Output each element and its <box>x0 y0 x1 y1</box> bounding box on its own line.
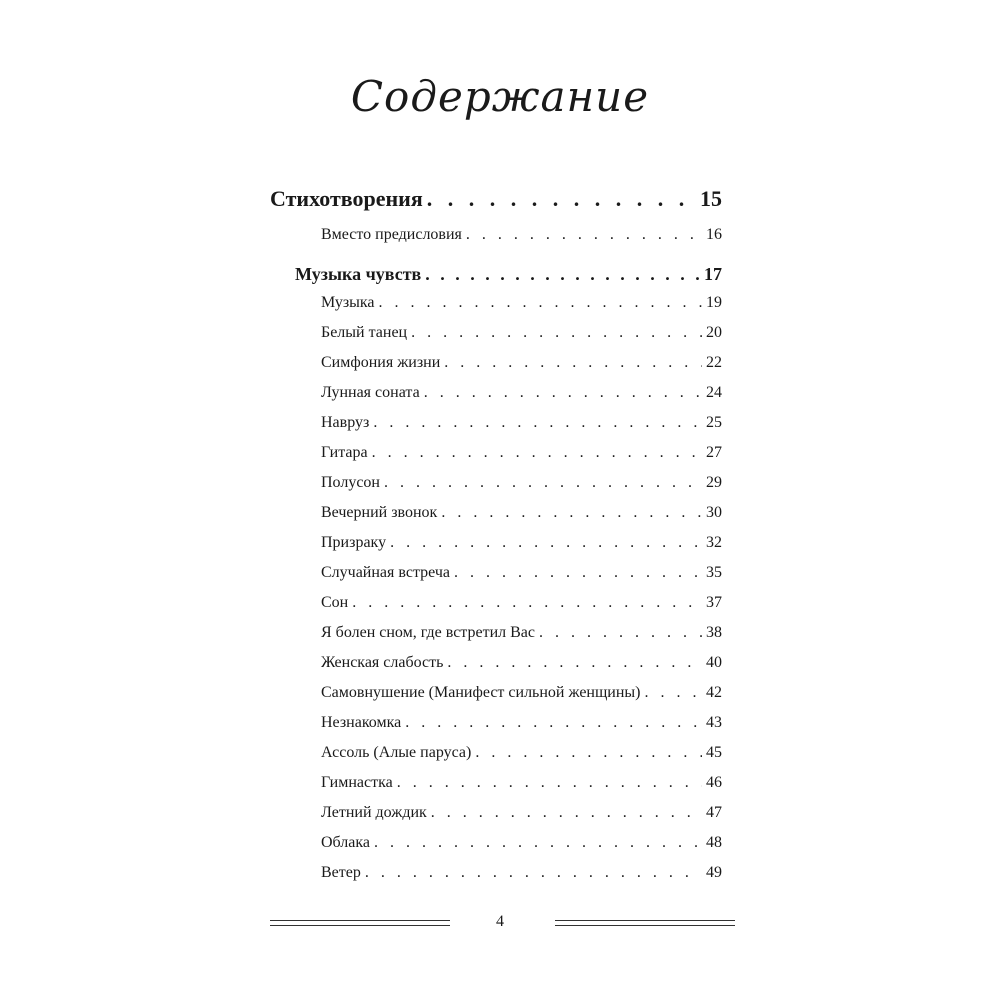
toc-entry[interactable] <box>321 684 722 702</box>
toc-entry-label: Симфония жизни <box>321 354 441 371</box>
dot-leader <box>384 474 702 492</box>
toc-page-number: 40 <box>706 654 722 671</box>
dot-leader <box>373 414 702 432</box>
dot-leader <box>405 714 702 732</box>
toc-entry[interactable] <box>321 534 722 552</box>
toc-page-number: 38 <box>706 624 722 641</box>
dot-leader <box>352 594 702 612</box>
toc-entry-label: Облака <box>321 834 371 851</box>
dot-leader <box>645 684 702 702</box>
toc-page-number: 42 <box>706 684 722 701</box>
toc-page-number: 37 <box>706 594 722 611</box>
toc-page-number: 46 <box>706 774 722 791</box>
toc-entry-label: Лунная соната <box>321 384 420 401</box>
dot-leader <box>374 834 702 852</box>
toc-entry[interactable] <box>321 444 722 462</box>
toc-page-number: 32 <box>706 534 722 551</box>
toc-entry[interactable] <box>321 384 722 402</box>
toc-entry[interactable] <box>321 504 722 522</box>
dot-leader <box>539 624 702 642</box>
toc-section-music-of-feelings[interactable] <box>295 264 722 285</box>
toc-entry[interactable] <box>321 744 722 762</box>
toc-page-number: 45 <box>706 744 722 761</box>
toc-page-number: 47 <box>706 804 722 821</box>
toc-entry-label: Самовнушение (Манифест сильной женщины) <box>321 684 641 701</box>
toc-page-number: 25 <box>706 414 722 431</box>
toc-entry-label: Гимнастка <box>321 774 393 791</box>
toc-entry-label: Случайная встреча <box>321 564 450 581</box>
toc-entry[interactable] <box>321 774 722 792</box>
toc-section-label: Стихотворения <box>270 186 423 211</box>
dot-leader <box>425 264 700 285</box>
toc-entry[interactable] <box>321 324 722 342</box>
toc-entry-label: Навруз <box>321 414 370 431</box>
toc-entry[interactable] <box>321 474 722 492</box>
toc-entry-label: Гитара <box>321 444 368 461</box>
toc-entry-label: Призраку <box>321 534 387 551</box>
toc-entry-label: Полусон <box>321 474 380 491</box>
dot-leader <box>454 564 702 582</box>
toc-entry[interactable] <box>321 594 722 612</box>
toc-page-number: 30 <box>706 504 722 521</box>
toc-entry-label: Вечерний звонок <box>321 504 438 521</box>
toc-entry-label: Женская слабость <box>321 654 444 671</box>
toc-page-number: 27 <box>706 444 722 461</box>
toc-section-poems[interactable] <box>270 186 722 212</box>
footer-rule-right <box>555 920 735 926</box>
toc-page-number: 43 <box>706 714 722 731</box>
toc-entry[interactable] <box>321 564 722 582</box>
dot-leader <box>424 384 702 402</box>
footer-rule-left <box>270 920 450 926</box>
toc-section-label: Музыка чувств <box>295 264 422 284</box>
toc-entry[interactable] <box>321 804 722 822</box>
dot-leader <box>390 534 702 552</box>
toc-entry[interactable] <box>321 864 722 882</box>
dot-leader <box>441 504 702 522</box>
toc-entry[interactable] <box>321 714 722 732</box>
dot-leader <box>466 226 702 244</box>
toc-entry-label: Ветер <box>321 864 361 881</box>
dot-leader <box>427 186 696 212</box>
toc-entry[interactable] <box>321 834 722 852</box>
toc-page-number: 19 <box>706 294 722 311</box>
toc-entry[interactable] <box>321 294 722 312</box>
toc-page-number: 15 <box>700 186 722 211</box>
dot-leader <box>397 774 702 792</box>
toc-entry[interactable] <box>321 226 722 244</box>
toc-page-number: 17 <box>704 264 722 284</box>
page-title: Содержание <box>350 72 650 121</box>
toc-page-number: 20 <box>706 324 722 341</box>
toc-page-number: 24 <box>706 384 722 401</box>
toc-entry-label: Летний дождик <box>321 804 427 821</box>
toc-entry-label: Ассоль (Алые паруса) <box>321 744 472 761</box>
dot-leader <box>379 294 702 312</box>
toc-page-number: 35 <box>706 564 722 581</box>
toc-entry[interactable] <box>321 654 722 672</box>
toc-page-number: 22 <box>706 354 722 371</box>
toc-entry-label: Белый танец <box>321 324 408 341</box>
toc-page-number: 29 <box>706 474 722 491</box>
toc-page-number: 48 <box>706 834 722 851</box>
toc-entry-label: Музыка <box>321 294 375 311</box>
toc-page-number: 49 <box>706 864 722 881</box>
toc-entry-label: Я болен сном, где встретил Вас <box>321 624 536 641</box>
dot-leader <box>372 444 702 462</box>
dot-leader <box>475 744 702 762</box>
toc-entry-label: Незнакомка <box>321 714 402 731</box>
toc-page-number: 16 <box>706 226 722 243</box>
dot-leader <box>365 864 702 882</box>
toc-entry-label: Вместо предисловия <box>321 226 462 243</box>
page-number: 4 <box>496 913 504 930</box>
toc-entry[interactable] <box>321 354 722 372</box>
dot-leader <box>431 804 702 822</box>
toc-entry[interactable] <box>321 414 722 432</box>
dot-leader <box>411 324 702 342</box>
dot-leader <box>444 354 702 372</box>
toc-entry-label: Сон <box>321 594 349 611</box>
toc-entry[interactable] <box>321 624 722 642</box>
dot-leader <box>447 654 702 672</box>
